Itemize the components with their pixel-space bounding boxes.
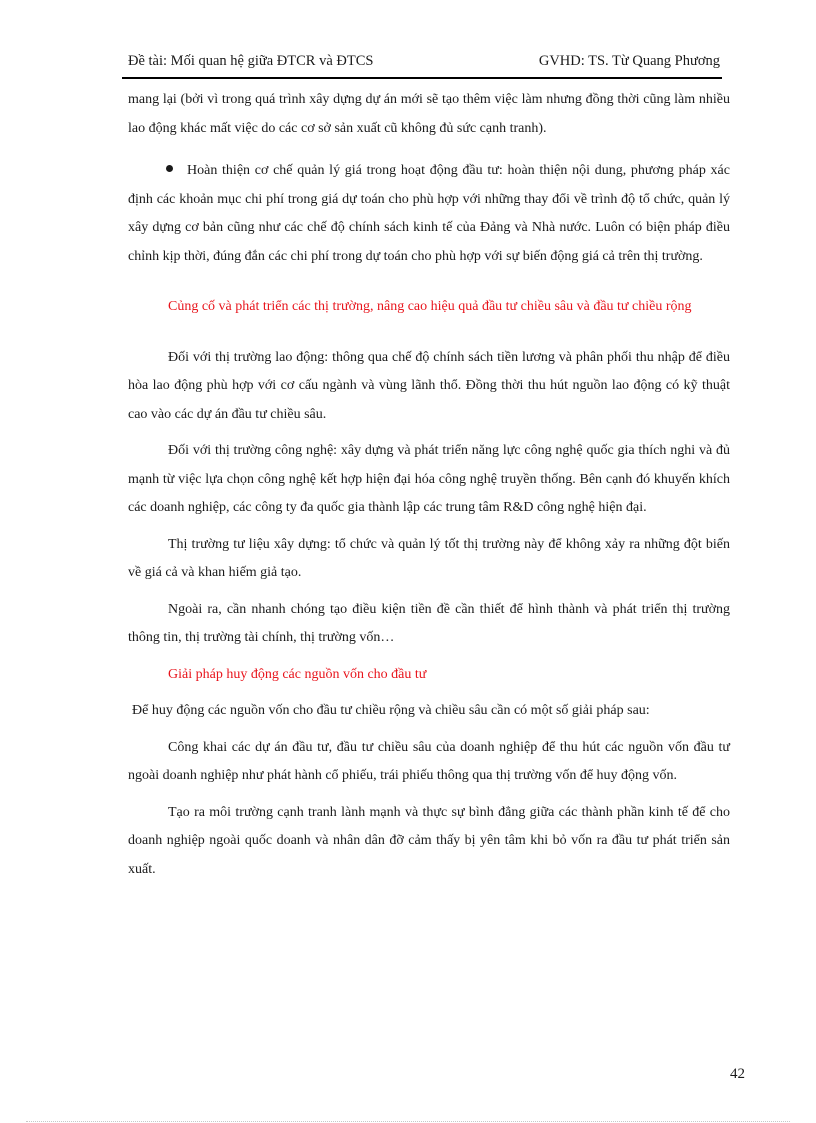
- section-heading-markets: Củng cố và phát triển các thị trường, nâng cao hiệu quả đầu tư chiều sâu và đầu tư chiều rộng: [168, 299, 692, 314]
- paragraph-competition: Tạo ra môi trường cạnh tranh lành mạnh và thực sự bình đẳng giữa các thành phần kinh tế để cho doanh nghiệp ngoài quốc doanh và nhân dân đỡ cảm thấy bị yên tâm khi bỏ vốn ra đầu tư phát triển sản xuất.: [128, 804, 730, 877]
- bullet-item-text: Hoàn thiện cơ chế quản lý giá trong hoạt động đầu tư: hoàn thiện nội dung, phương pháp xác định các khoản mục chi phí trong giá dự toán cho phù hợp với những thay đổi về trình độ tổ chức, quản lý xây dựng cơ bản cũng như các chế độ chính sách kinh tế của Đảng và Nhà nước. Luôn có biện pháp điều chỉnh kịp thời, đúng đắn các chi phí trong dự toán cho phù hợp với sự biến động giá cả trên thị trường.: [128, 163, 730, 264]
- paragraph-labor-market: Đối với thị trường lao động: thông qua chế độ chính sách tiền lương và phân phối thu nhập để điều hòa lao động phù hợp với cơ cấu ngành và vùng lãnh thổ. Đồng thời thu hút nguồn lao động có kỹ thuật cao vào các dự án đầu tư chiều sâu.: [128, 349, 730, 422]
- page-number: 42: [730, 1066, 745, 1082]
- bullet-dot-icon: [166, 165, 173, 172]
- bullet-item-price-management: [128, 157, 730, 271]
- paragraph-technology-market: Đối với thị trường công nghệ: xây dựng và phát triển năng lực công nghệ quốc gia thích nghi và đủ mạnh từ việc lựa chọn công nghệ kết hợp hiện đại hóa công nghệ truyền thống. Bên cạnh đó khuyến khích các doanh nghiệp, các công ty đa quốc gia thành lập các trung tâm R&D công nghệ hiện đại.: [128, 443, 730, 515]
- paragraph-disclosure: Công khai các dự án đầu tư, đầu tư chiều sâu của doanh nghiệp để thu hút các nguồn vốn đầu tư ngoài doanh nghiệp như phát hành cổ phiếu, trái phiếu thông qua thị trường vốn để huy động vốn.: [128, 739, 730, 783]
- section-heading-capital: Giải pháp huy động các nguồn vốn cho đầu tư: [168, 666, 427, 682]
- header-divider: [122, 77, 722, 79]
- paragraph-construction-materials-market: Thị trường tư liệu xây dựng: tổ chức và quản lý tốt thị trường này để không xảy ra những đột biến về giá cả và khan hiếm giả tạo.: [128, 536, 730, 580]
- paragraph-other-markets: Ngoài ra, cần nhanh chóng tạo điều kiện tiền đề cần thiết để hình thành và phát triển thị trường thông tin, thị trường tài chính, thị trường vốn…: [128, 601, 730, 645]
- document-topic: Đề tài: Mối quan hệ giữa ĐTCR và ĐTCS: [128, 53, 374, 69]
- supervisor-name: GVHD: TS. Từ Quang Phương: [538, 53, 720, 69]
- page-bottom-border: [26, 1121, 790, 1122]
- paragraph-continuation: mang lại (bởi vì trong quá trình xây dựng dự án mới sẽ tạo thêm việc làm nhưng đồng thời cũng làm nhiều lao động khác mất việc do các cơ sở sản xuất cũ không đủ sức cạnh tranh).: [128, 92, 730, 136]
- page-header: [128, 53, 720, 75]
- page-body: [128, 86, 730, 884]
- paragraph-capital-intro: Để huy động các nguồn vốn cho đầu tư chiều rộng và chiều sâu cần có một số giải pháp sau:: [132, 703, 650, 718]
